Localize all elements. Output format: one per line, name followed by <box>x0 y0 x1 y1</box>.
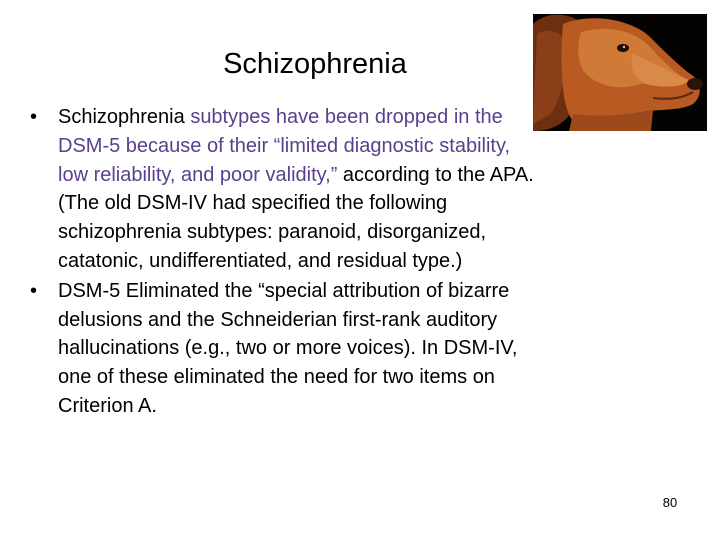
bullet-list <box>30 103 540 422</box>
page-number: 80 <box>662 495 678 510</box>
bullet-item <box>30 103 540 276</box>
bullet-text: Schizophrenia <box>58 106 191 128</box>
bullet-text: DSM-5 Eliminated the “special attribution of bizarre delusions and the Schneiderian first-rank auditory hallucinations <box>58 279 510 360</box>
bullet-marker: • <box>30 279 38 302</box>
bullet-text: (e.g., two or more voices). In DSM-IV, one of these eliminated the need for two items on Criterion A. <box>58 337 518 417</box>
dog-photo <box>533 14 707 131</box>
slide-title: Schizophrenia <box>223 48 407 80</box>
bullet-item <box>30 277 540 421</box>
dog-photo-icon <box>533 14 707 131</box>
bullet-marker: • <box>30 106 38 128</box>
bullet-text: according to the APA. (The old DSM-IV had specified the following schizophrenia subtypes: paranoid, disorganized, catatonic, undifferentiated, and residual type.) <box>58 163 534 272</box>
bullet-text-highlight: subtypes have been dropped in the DSM-5 because of their “limited diagnostic stability, low reliability, and poor validity,” <box>58 106 511 186</box>
